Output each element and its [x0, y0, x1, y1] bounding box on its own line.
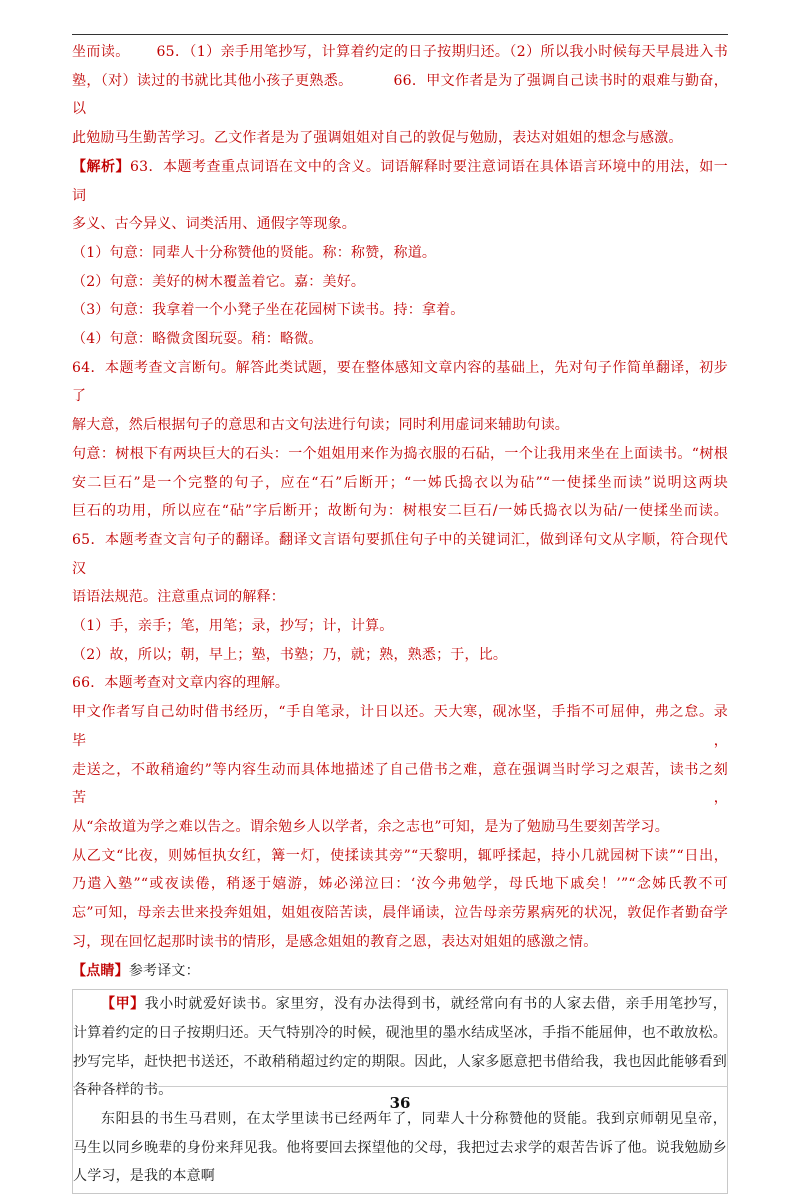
- top-rule: [72, 34, 728, 35]
- analysis-text-1: 63．本题考查重点词语在文中的含义。词语解释时要注意词语在具体语言环境中的用法，如一词: [72, 158, 728, 204]
- translation-text-1: 我小时就爱好读书。家里穷，没有办法得到书，就经常向有书的人家去借，亲手用笔抄写，: [144, 996, 727, 1013]
- bottom-rule: [72, 1086, 728, 1087]
- analysis-line-8: 解大意，然后根据句子的意思和古文句法进行句读；同时利用虚词来辅助句读。: [72, 417, 569, 434]
- answer-line-1: 坐而读。 65．（1）亲手用笔抄写，计算着约定的日子按期归还。（2）所以我小时候每天早晨进入书: [72, 44, 728, 60]
- translation-line-4: 各种各样的书。: [73, 1082, 173, 1099]
- translation-box: [72, 989, 728, 1194]
- analysis-line-10: 安二巨石”是一个完整的句子，应在“石”后断开；“一姊氏捣衣以为砧”“一使揉坐而读”说明这两块: [72, 474, 728, 491]
- analysis-line-4: （2）句意：美好的树木覆盖着它。嘉：美好。: [72, 273, 366, 290]
- page-number: 36: [389, 1094, 411, 1112]
- analysis-line-1: [72, 153, 728, 210]
- analysis-line-22: 忘”可知，母亲去世来投奔姐姐，姐姐夜陪苦读，晨伴诵读，泣告母亲劳累病死的状况，敦促作者勤奋学: [72, 905, 728, 922]
- analysis-line-16: 66．本题考查对文章内容的理解。: [72, 675, 290, 692]
- analysis-line-21: 乃遣入塾”“或夜读倦，稍逐于嬉游，姊必涕泣曰：‘汝今弗勉学，母氏地下戚矣！’”“念姊氏教不可: [72, 876, 728, 893]
- comment-block: [72, 957, 728, 986]
- analysis-line-3: （1）句意：同辈人十分称赞他的贤能。称：称赞，称道。: [72, 244, 437, 261]
- analysis-line-13: 语语法规范。注意重点词的解释：: [72, 589, 285, 606]
- analysis-line-12: 65．本题考查文言句子的翻译。翻译文言语句要抓住句子中的关键词汇，做到译句文从字顺，符合现代汉: [72, 531, 728, 577]
- analysis-line-19: 从“余故道为学之难以告之。谓余勉乡人以学者，余之志也”可知，是为了勉励马生要刻苦学习。: [72, 818, 669, 835]
- analysis-line-6: （4）句意：略微贪图玩耍。稍：略微。: [72, 331, 323, 348]
- comment-tag: 【点睛】: [72, 962, 129, 979]
- page-content: [72, 38, 728, 1194]
- analysis-line-20: 从乙文“比夜，则姊恒执女红，篝一灯，使揉读其旁”“天黎明，辄呼揉起，持小几就园树下读”“日出，: [72, 847, 728, 864]
- analysis-line-17: 甲文作者写自己幼时借书经历，“手自笔录，计日以还。天大寒，砚冰坚，手指不可屈伸，弗之怠。录毕，: [72, 704, 728, 749]
- comment-text: 参考译文：: [128, 962, 200, 979]
- translation-tag: 【甲】: [101, 996, 145, 1013]
- analysis-line-14: （1）手，亲手；笔，用笔；录，抄写；计，计算。: [72, 618, 394, 635]
- analysis-line-23: 习，现在回忆起那时读书的情形，是感念姐姐的教育之恩，表达对姐姐的感激之情。: [72, 933, 598, 950]
- translation-line-7: 人学习，是我的本意啊: [73, 1168, 215, 1185]
- analysis-line-9: 句意：树根下有两块巨大的石头：一个姐姐用来作为捣衣服的石砧，一个让我用来坐在上面读书。“树根: [72, 445, 728, 462]
- comment-line: [72, 957, 728, 986]
- answer-line-3: 此勉励马生勤苦学习。乙文作者是为了强调姐姐对自己的敦促与勉励，表达对姐姐的想念与感激。: [72, 130, 683, 147]
- translation-line-5: 东阳县的书生马君则，在太学里读书已经两年了，同辈人十分称赞他的贤能。我到京师朝见皇帝，: [101, 1111, 727, 1128]
- answer-block: [72, 38, 728, 153]
- analysis-line-15: （2）故，所以；朝，早上；塾，书塾；乃，就；熟，熟悉；于，比。: [72, 646, 508, 663]
- analysis-block: [72, 153, 728, 957]
- answer-line-2: 塾，（对）读过的书就比其他小孩子更熟悉。 66．甲文作者是为了强调自己读书时的艰难与勤奋，以: [72, 72, 728, 118]
- translation-block: [73, 990, 727, 1191]
- analysis-line-5: （3）句意：我拿着一个小凳子坐在花园树下读书。持：拿着。: [72, 302, 465, 319]
- analysis-line-2: 多义、古今异义、词类活用、通假字等现象。: [72, 216, 356, 233]
- analysis-line-11: 巨石的功用，所以应在“砧”字后断开；故断句为：树根安二巨石/一姊氏捣衣以为砧/一使揉坐而读。: [72, 503, 728, 520]
- analysis-line-7: 64．本题考查文言断句。解答此类试题，要在整体感知文章内容的基础上，先对句子作简单翻译，初步了: [72, 359, 728, 405]
- translation-line-6: 马生以同乡晚辈的身份来拜见我。他将要回去探望他的父母，我把过去求学的艰苦告诉了他。说我勉励乡: [73, 1139, 727, 1156]
- translation-line-1: [73, 990, 727, 1019]
- translation-line-3: 抄写完毕，赶快把书送还，不敢稍稍超过约定的期限。因此，人家多愿意把书借给我，我也因此能够看到: [73, 1053, 727, 1070]
- translation-line-2: 计算着约定的日子按期归还。天气特别冷的时候，砚池里的墨水结成坚冰，手指不能屈伸，也不敢放松。: [73, 1024, 727, 1041]
- analysis-line-18: 走送之，不敢稍逾约”等内容生动而具体地描述了自己借书之难，意在强调当时学习之艰苦，读书之刻苦，: [72, 761, 728, 807]
- analysis-tag: 【解析】: [72, 158, 130, 175]
